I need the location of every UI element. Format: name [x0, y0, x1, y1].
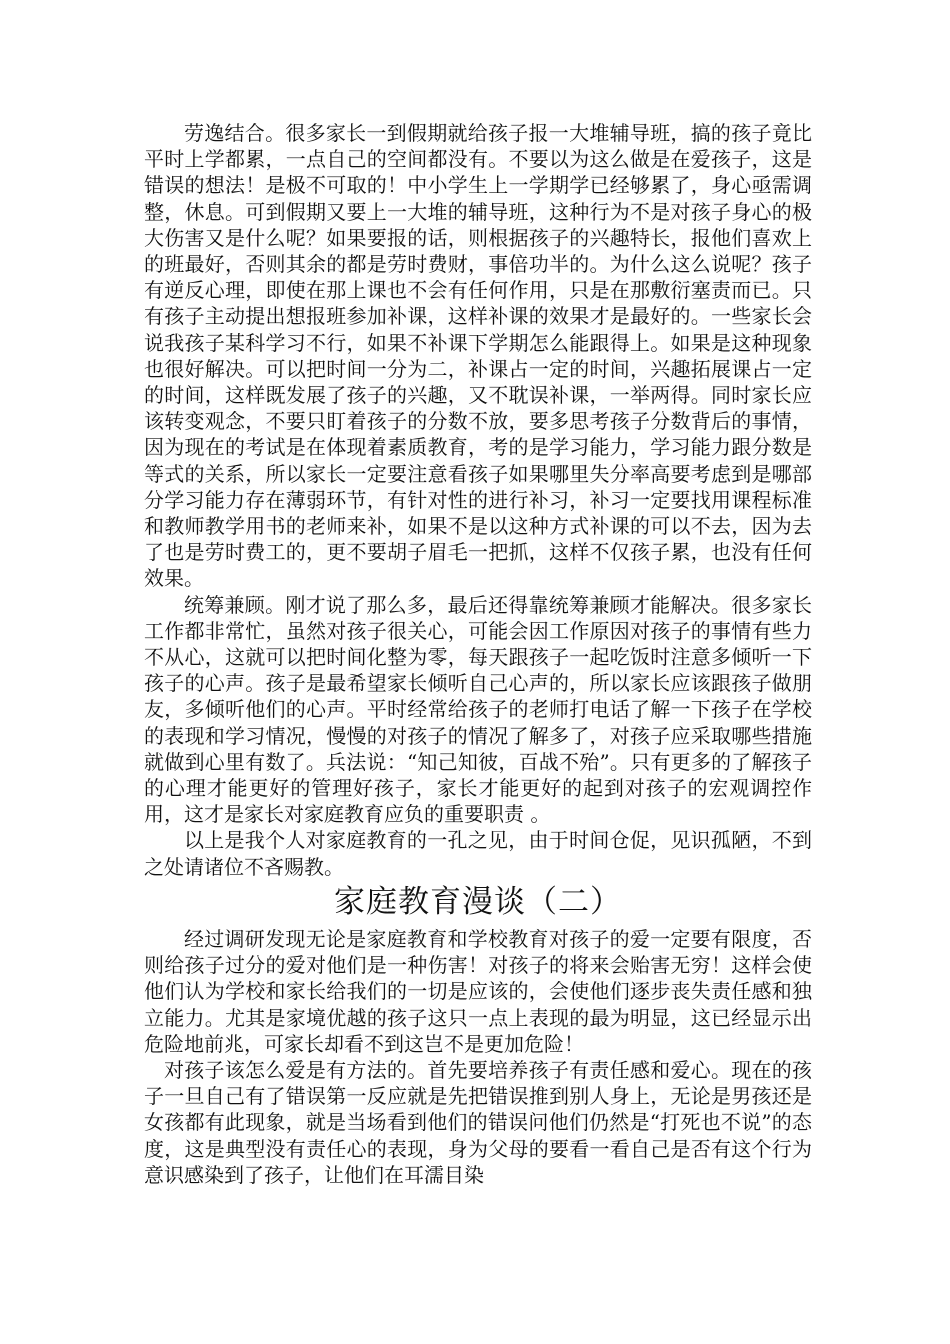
- paragraph-work-rest-balance: 劳逸结合。很多家长一到假期就给孩子报一大堆辅导班，搞的孩子竟比平时上学都累，一点自己的空间都没有。不要以为这么做是在爱孩子，这是错误的想法！是极不可取的！中小学生上一学期学已经够累了，身心亟需调整，休息。可到假期又要上一大堆的辅导班，这种行为不是对孩子身心的极大伤害又是什么呢？如果要报的话，则根据孩子的兴趣特长，报他们喜欢上的班最好，否则其余的都是劳时费财，事倍功半的。为什么这么说呢？孩子有逆反心理，即使在那上课也不会有任何作用，只是在那敷衍塞责而已。只有孩子主动提出想报班参加补课，这样补课的效果才是最好的。一些家长会说我孩子某科学习不行，如果不补课下学期怎么能跟得上。如果是这种现象也很好解决。可以把时间一分为二，补课占一定的时间，兴趣拓展课占一定的时间，这样既发展了孩子的兴趣，又不耽误补课，一举两得。同时家长应该转变观念，不要只盯着孩子的分数不放，要多思考孩子分数背后的事情，因为现在的考试是在体现着素质教育，考的是学习能力，学习能力跟分数是等式的关系，所以家长一定要注意看孩子如果哪里失分率高要考虑到是哪部分学习能力存在薄弱环节，有针对性的进行补习，补习一定要找用课程标准和教师教学用书的老师来补，如果不是以这种方式补课的可以不去，因为去了也是劳时费工的，更不要胡子眉毛一把抓，这样不仅孩子累，也没有任何效果。: [144, 121, 812, 591]
- paragraph-research-finding: 经过调研发现无论是家庭教育和学校教育对孩子的爱一定要有限度，否则给孩子过分的爱对他们是一种伤害！对孩子的将来会贻害无穷！这样会使他们认为学校和家长给我们的一切是应该的，会使他们逐步丧失责任感和独立能力。尤其是家境优越的孩子这只一点上表现的最为明显，这已经显示出危险地前兆，可家长却看不到这岂不是更加危险！: [144, 926, 812, 1056]
- section-heading: 家庭教育漫谈（二）: [334, 883, 622, 920]
- paragraph-closing-remarks: 以上是我个人对家庭教育的一孔之见，由于时间仓促，见识孤陋，不到之处请诸位不吝赐教。: [144, 828, 812, 879]
- document-body: [144, 120, 812, 1188]
- paragraph-overall-planning: 统筹兼顾。刚才说了那么多，最后还得靠统筹兼顾才能解决。很多家长工作都非常忙，虽然对孩子很关心，可能会因工作原因对孩子的事情有些力不从心，这就可以把时间化整为零，每天跟孩子一起吃饭时注意多倾听一下孩子的心声。孩子是最希望家长倾听自己心声的，所以家长应该跟孩子做朋友，多倾听他们的心声。平时经常给孩子的老师打电话了解一下孩子在学校的表现和学习情况，慢慢的对孩子的情况了解多了，对孩子应采取哪些措施就做到心里有数了。兵法说：“知己知彼，百战不殆”。只有更多的了解孩子的心理才能更好的管理好孩子，家长才能更好的起到对孩子的宏观调控作用，这才是家长对家庭教育应负的重要职责 。: [144, 592, 812, 827]
- paragraph-how-to-love: 对孩子该怎么爱是有方法的。首先要培养孩子有责任感和爱心。现在的孩子一旦自己有了错误第一反应就是先把错误推到别人身上，无论是男孩还是女孩都有此现象，就是当场看到他们的错误问他们仍然是“打死也不说”的态度，这是典型没有责任心的表现，身为父母的要看一看自己是否有这个行为意识感染到了孩子，让他们在耳濡目染: [144, 1057, 812, 1187]
